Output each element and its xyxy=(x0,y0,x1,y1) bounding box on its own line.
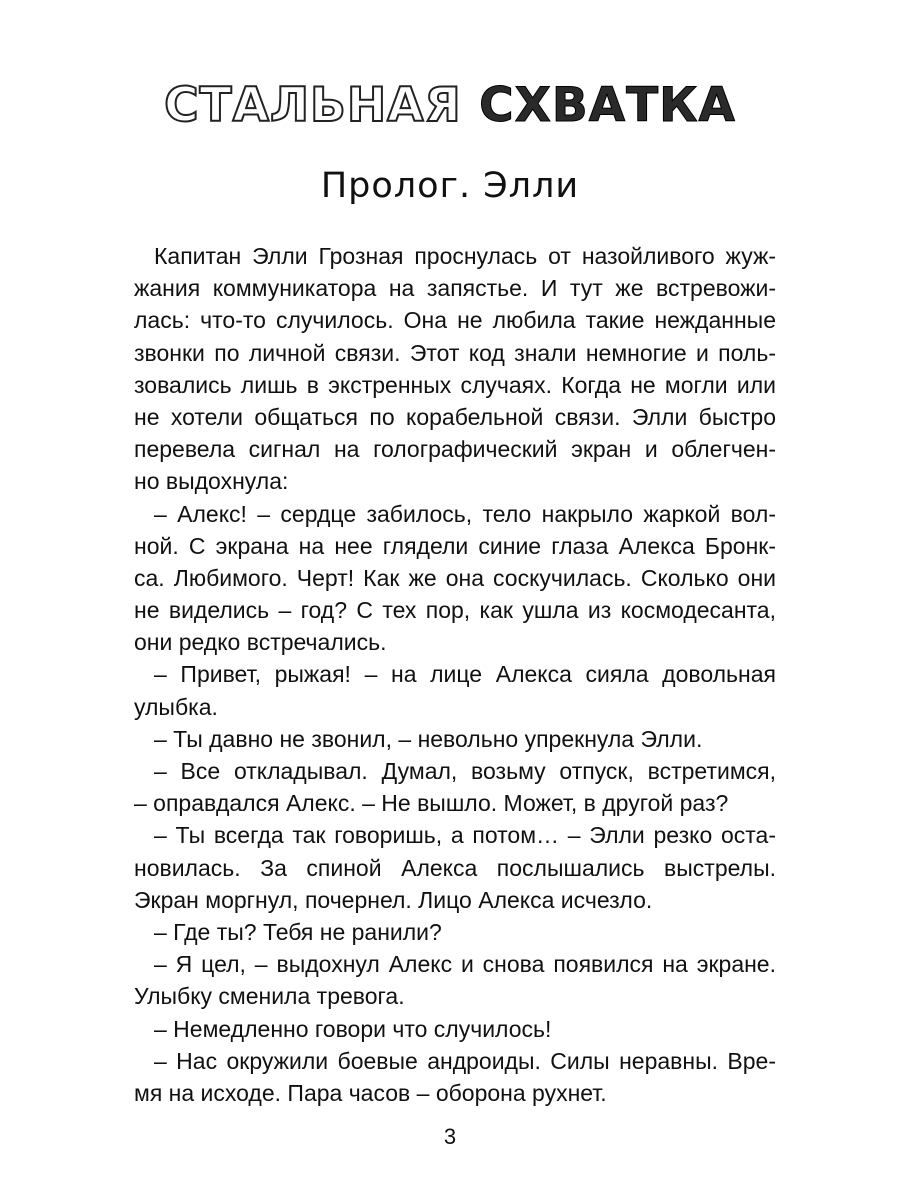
text-line: – Где ты? Тебя не ранили? xyxy=(154,918,442,945)
text-line: улыбка. xyxy=(134,693,218,720)
body-text xyxy=(134,240,776,1109)
text-line: – Ты всегда так говоришь, а потом… – Элли резко оста- xyxy=(154,822,776,849)
text-line: новилась. За спиной Алекса послышались выстрелы. xyxy=(134,854,776,881)
book-title-solid-word: СХВАТКА xyxy=(479,78,736,133)
text-line: но выдохнула: xyxy=(134,468,289,495)
text-line: – Все откладывал. Думал, возьму отпуск, встретимся, xyxy=(154,758,776,784)
page-number: 3 xyxy=(443,1124,457,1149)
text-line: – Нас окружили боевые андроиды. Силы неравны. Вре- xyxy=(154,1047,776,1074)
book-title-outline-word: СТАЛЬНАЯ xyxy=(164,78,462,133)
text-line: – Алекс! – сердце забилось, тело накрыло жаркой вол- xyxy=(154,500,776,527)
text-line: Экран моргнул, почернел. Лицо Алекса исчезло. xyxy=(134,886,653,913)
text-line: мя на исходе. Пара часов – оборона рухнет. xyxy=(134,1079,607,1106)
text-line: – Немедленно говори что случилось! xyxy=(154,1015,552,1042)
chapter-title: Пролог. Элли xyxy=(320,166,580,206)
book-title xyxy=(0,76,900,136)
text-line: жания коммуникатора на запястье. И тут же встревожи- xyxy=(134,275,776,302)
text-line: зовались лишь в экстренных случаях. Когда не могли или xyxy=(134,371,776,398)
text-line: перевела сигнал на голографический экран и облегчен- xyxy=(134,436,776,463)
text-line: лась: что-то случилось. Она не любила такие нежданные xyxy=(134,307,776,334)
text-line: Капитан Элли Грозная проснулась от назойливого жуж- xyxy=(154,243,776,269)
text-line: – оправдался Алекс. – Не вышло. Может, в другой раз? xyxy=(134,790,729,817)
text-line: они редко встречались. xyxy=(134,629,387,656)
text-line: не виделись – год? С тех пор, как ушла из космодесанта, xyxy=(134,597,776,624)
text-line: не хотели общаться по корабельной связи. Элли быстро xyxy=(134,403,776,430)
text-line: са. Любимого. Черт! Как же она соскучилась. Сколько они xyxy=(134,564,776,591)
text-line: Улыбку сменила тревога. xyxy=(134,983,405,1010)
text-line: – Я цел, – выдохнул Алекс и снова появился на экране. xyxy=(154,951,776,978)
text-line: звонки по личной связи. Этот код знали немногие и поль- xyxy=(134,339,776,366)
text-line: ной. С экрана на нее глядели синие глаза Алекса Бронк- xyxy=(134,532,776,559)
text-line: – Привет, рыжая! – на лице Алекса сияла довольная xyxy=(154,661,776,688)
text-line: – Ты давно не звонил, – невольно упрекнула Элли. xyxy=(154,725,703,752)
